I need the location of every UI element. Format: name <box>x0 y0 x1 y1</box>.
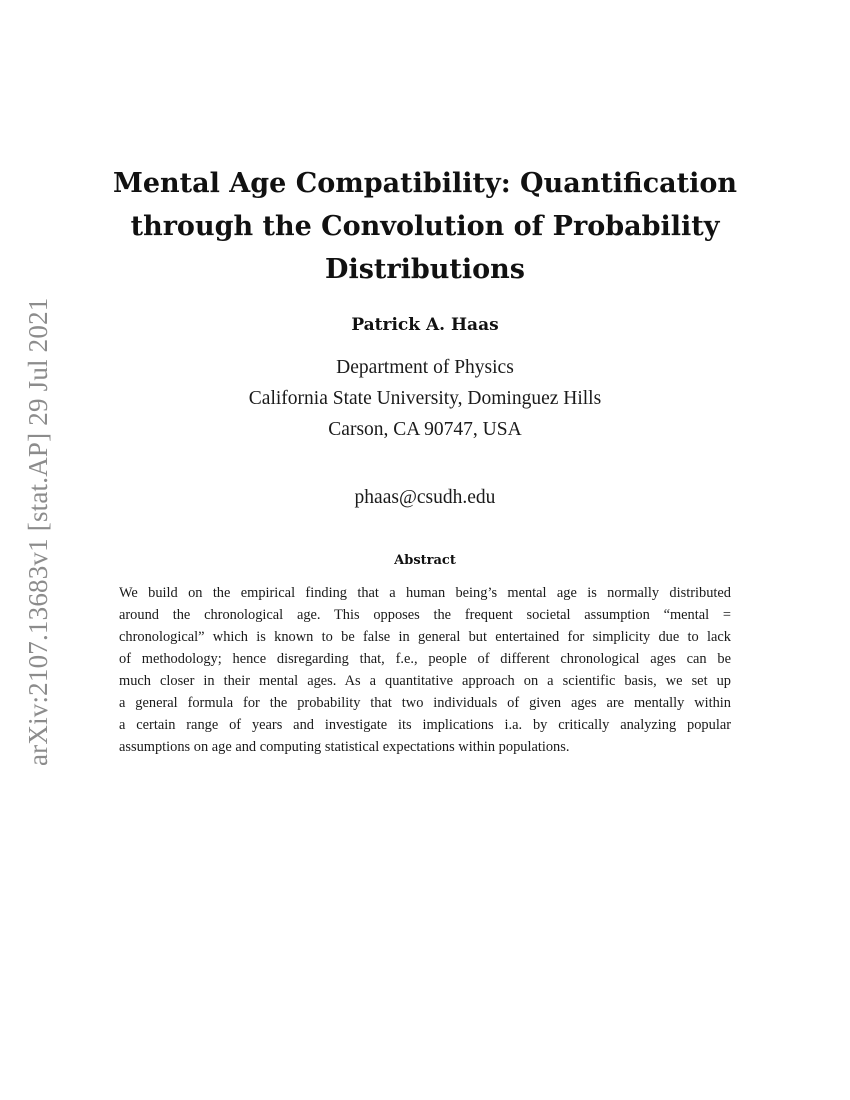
author-name: Patrick A. Haas <box>351 315 499 335</box>
abstract-line: around the chronological age. This opposes the frequent societal assumption “mental = <box>119 607 731 623</box>
author-affiliation <box>100 352 750 445</box>
affiliation-university: California State University, Dominguez Hills <box>248 388 602 409</box>
title-line: through the Convolution of Probability <box>130 211 720 242</box>
author-email: phaas@csudh.edu <box>354 487 496 508</box>
abstract-line: a general formula for the probability that two individuals of given ages are mentally within <box>119 695 731 711</box>
abstract-line: chronological” which is known to be false in general but entertained for simplicity due to lack <box>119 629 731 645</box>
title-line: Mental Age Compatibility: Quantification <box>112 168 737 199</box>
affiliation-location: Carson, CA 90747, USA <box>328 419 522 440</box>
title-line: Distributions <box>325 254 525 285</box>
abstract-line: We build on the empirical finding that a human being’s mental age is normally distributed <box>119 585 731 601</box>
abstract-heading: Abstract <box>394 553 456 568</box>
paper-title <box>100 162 750 291</box>
abstract-line: much closer in their mental ages. As a quantitative approach on a scientific basis, we set up <box>119 673 731 689</box>
arxiv-identifier-stamp: arXiv:2107.13683v1 [stat.AP] 29 Jul 2021 <box>23 297 53 766</box>
abstract-line: assumptions on age and computing statistical expectations within populations. <box>119 739 570 755</box>
affiliation-department: Department of Physics <box>336 357 514 378</box>
abstract-body <box>119 582 731 758</box>
abstract-line: of methodology; hence disregarding that, f.e., people of different chronological ages can be <box>119 651 731 667</box>
abstract-line: a certain range of years and investigate its implications i.a. by critically analyzing popular <box>119 717 731 733</box>
